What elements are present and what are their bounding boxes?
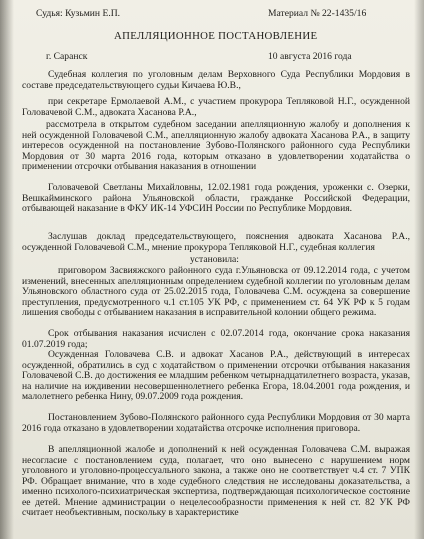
place: г. Саранск	[46, 51, 88, 62]
case-number: Материал № 22-1435/16	[268, 8, 367, 19]
page-edge-shadow	[0, 0, 14, 539]
paragraph-considered: рассмотрела в открытом судебном заседании апелляционную жалобу и дополнения к ней осужденной Головачевой С.М., апелляционную жалобу адвоката Хасанова Р.А., в защиту интересов осужденной на постановление Зубово-Полянского районного суда Республики Мордовия от 30 марта 2016 года, которым отказано в удовлетворении ходатайства о применении отсрочки отбывания наказания в отношении	[22, 119, 410, 173]
document-title: АПЕЛЛЯЦИОННОЕ ПОСТАНОВЛЕНИЕ	[114, 30, 318, 42]
paragraph-convicted-person: Головачевой Светланы Михайловны, 12.02.1981 года рождения, уроженки с. Озерки, Вешкайминского района Ульяновской области, гражданке Российской Федерации, отбывающей наказание в ФКУ ИК-14 УФСИН России по Республике Мордовия.	[22, 182, 410, 215]
paragraph-petition: Осужденная Головачева С.В. и адвокат Хасанов Р.А., действующий в интересах осужденной, обратились в суд с ходатайством о применении отсрочки отбывания наказания Головачевой С.В. до достижения ее младшим ребенком четырнадцатилетнего возраста, указав, на наличие на иждивении несовершеннолетнего ребенка Егора, 18.04.2001 года рождения, и малолетнего ребенка Нину, 09.07.2009 года рождения.	[22, 349, 410, 403]
paragraph-court-composition: Судебная коллегия по уголовным делам Верховного Суда Республики Мордовия в составе председательствующего судьи Кичаева Ю.В.,	[22, 69, 410, 91]
page-edge-shadow-right	[414, 0, 424, 539]
paragraph-term: Срок отбывания наказания исчислен с 02.07.2014 года, окончание срока наказания 01.07.2019 года;	[22, 328, 410, 350]
judge-name: Судья: Кузьмин Е.П.	[36, 8, 121, 19]
paragraph-heard: Заслушав доклад председательствующего, пояснения адвоката Хасанова Р.А., осужденной Головачевой С.М., мнение прокурора Тепляковой Н.Г., судебная коллегия	[22, 231, 410, 253]
established-heading: установила:	[190, 254, 239, 265]
document-date: 10 августа 2016 года	[268, 51, 352, 62]
paragraph-verdict: приговором Засвияжского районного суда г.Ульяновска от 09.12.2014 года, с учетом изменений, внесенных апелляционным определением судебной коллегии по уголовным делам Ульяновского областного суда от 25.02.2015 года, Головачева С.М. осуждена за совершение преступления, предусмотренного ч.1 ст.105 УК РФ, с применением ст. 64 УК РФ к 5 годам лишения свободы с отбыванием наказания в исправительной колонии общего режима.	[22, 265, 410, 319]
paragraph-resolution: Постановлением Зубово-Полянского районного суда Республики Мордовия от 30 марта 2016 года отказано в удовлетворении ходатайства отсрочке исполнения приговора.	[22, 412, 410, 434]
paragraph-secretary: при секретаре Ермолаевой А.М., с участием прокурора Тепляковой Н.Г., осужденной Головачевой С.М., адвоката Хасанова Р.А.,	[22, 96, 410, 118]
paragraph-appeal: В апелляционной жалобе и дополнений к ней осужденная Головачева С.М. выражая несогласие с постановлением суда, полагает, что оно вынесено с нарушением норм уголовного и уголовно-процессуального закона, а также оно не соответствует ч.4 ст. 7 УПК РФ. Обращает внимание, что в ходе судебного следствия не исследованы доказательства, а именно психолого-психиатрическая экспертиза, подтверждающая психологическое состояние ее детей. Мнение администрации о нецелесообразности применения к ней ст. 82 УК РФ считает необъективным, поскольку в характеристике	[22, 444, 410, 519]
